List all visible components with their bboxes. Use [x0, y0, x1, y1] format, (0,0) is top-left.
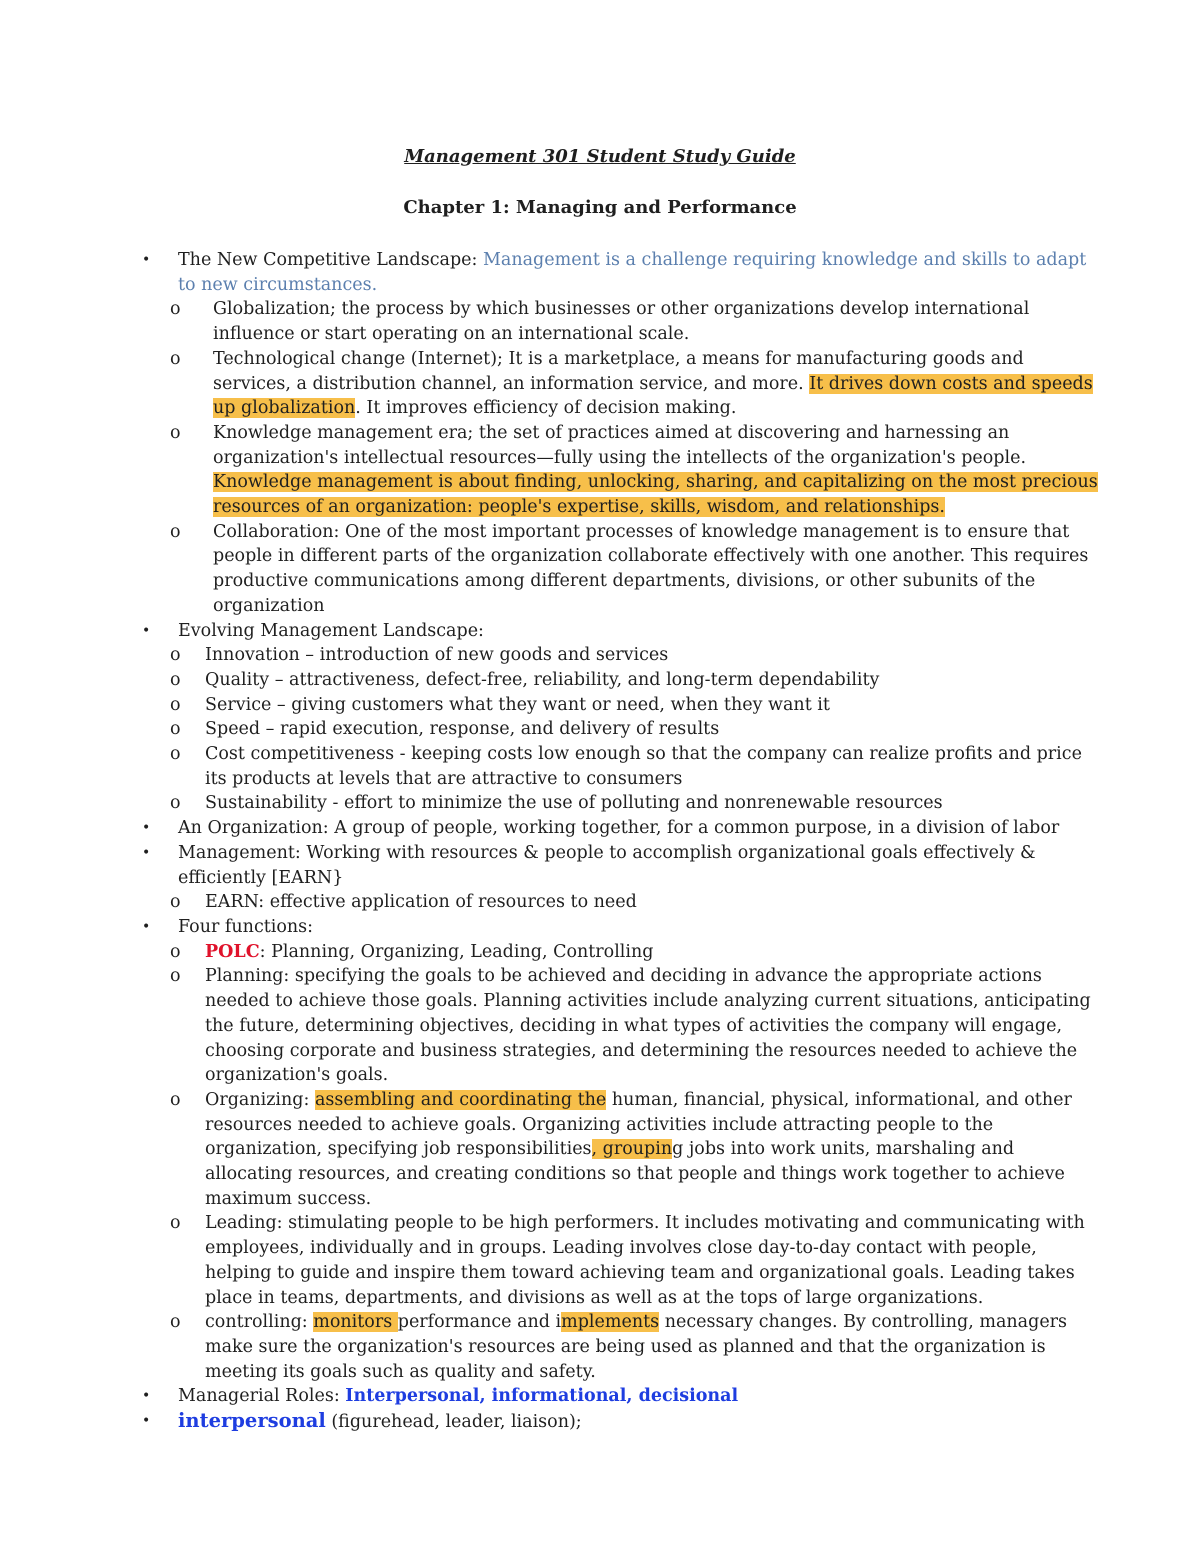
item-label: Managerial Roles: [178, 1386, 346, 1407]
highlighted-text: It drives down costs and speeds up globalization [213, 373, 1093, 419]
sub-item-text: Globalization; the process by which businesses or other organizations develop international influence or start operating on an international scale. [213, 299, 1030, 345]
bullet-icon: • [142, 844, 151, 861]
item-label: Evolving Management Landscape: [178, 620, 484, 641]
highlighted-text: Knowledge management is about finding, unlocking, sharing, and capitalizing on the most precious resources of an organization: people's expertise, skills, wisdom, and relationships. [213, 472, 1098, 518]
sub-item-text: Collaboration: One of the most important processes of knowledge management is to ensure that people in different parts of the organization collaborate effectively with one another. This requires productive communications among different departments, divisions, or other subunits of the organization [213, 521, 1089, 616]
list-item-management [140, 841, 1100, 890]
highlighted-text: mplements [561, 1312, 660, 1333]
sub-item-text: : Planning, Organizing, Leading, Controlling [259, 941, 654, 962]
sub-item-text: Sustainability - effort to minimize the use of polluting and nonrenewable resources [205, 793, 943, 814]
bullet-icon: • [142, 1413, 151, 1430]
sub-item-text: . It improves efficiency of decision making. [355, 398, 737, 419]
sub-bullet-icon: o [170, 1089, 181, 1110]
sub-bullet-icon: o [170, 941, 181, 962]
document-body [140, 248, 1100, 1435]
sub-item-text: Quality – attractiveness, defect-free, reliability, and long-term dependability [205, 669, 880, 690]
item-text: Management: Working with resources & people to accomplish organizational goals effectively & efficiently [EARN} [178, 842, 1036, 888]
bullet-icon: • [142, 252, 151, 268]
interpersonal-label: interpersonal [178, 1409, 326, 1433]
bullet-icon: • [142, 918, 151, 935]
sub-bullet-icon: o [170, 422, 181, 443]
sub-item-text: Innovation – introduction of new goods and services [205, 645, 669, 666]
sub-bullet-icon: o [170, 1213, 181, 1234]
sub-item-text: Speed – rapid execution, response, and delivery of results [205, 719, 720, 740]
sub-item-service [140, 693, 1100, 718]
sub-item-innovation [140, 643, 1100, 668]
sub-item-text: Cost competitiveness - keeping costs low enough so that the company can realize profits and price its products at levels that are attractive to consumers [205, 744, 1082, 789]
sub-bullet-icon: o [170, 348, 181, 369]
list-item-managerial-roles [140, 1384, 1100, 1409]
sub-item-controlling [140, 1310, 1100, 1384]
sub-bullet-icon: o [170, 669, 181, 690]
sub-item-collaboration [140, 520, 1100, 619]
sub-item-text: Service – giving customers what they want or need, when they want it [205, 694, 830, 715]
item-label: The New Competitive Landscape: [178, 250, 483, 270]
item-text: (figurehead, leader, liaison); [325, 1412, 582, 1433]
list-item-competitive-landscape [140, 248, 1100, 297]
sub-item-text: performance and i [397, 1312, 562, 1333]
document-title: Management 301 Student Study Guide [404, 146, 796, 167]
sub-item-globalization [140, 297, 1100, 346]
list-item-evolving-landscape [140, 619, 1100, 644]
sub-item-text: g jobs into work units, marshaling and allocating resources, and creating conditions so that people and things work together to achieve maximum success. [205, 1139, 1065, 1209]
sub-item-text: controlling: [205, 1312, 314, 1333]
item-note: Management is a challenge requiring knowledge and skills to adapt to new circumstances. [178, 250, 1087, 295]
item-text: An Organization: A group of people, working together, for a common purpose, in a division of labor [178, 818, 1060, 839]
sub-bullet-icon: o [170, 694, 181, 715]
sub-item-leading [140, 1211, 1100, 1310]
bullet-icon: • [142, 622, 151, 639]
polc-acronym: POLC [205, 941, 260, 962]
sub-item-organizing [140, 1088, 1100, 1212]
sub-item-speed [140, 717, 1100, 742]
roles-list: Interpersonal, informational, decisional [345, 1386, 739, 1407]
sub-item-text: Organizing: [205, 1089, 315, 1110]
bullet-icon: • [142, 1388, 151, 1405]
list-item-organization [140, 816, 1100, 841]
list-item-interpersonal [140, 1409, 1100, 1435]
item-label: Four functions: [178, 916, 314, 937]
sub-item-cost-competitiveness [140, 742, 1100, 791]
sub-item-earn [140, 890, 1100, 915]
sub-bullet-icon: o [170, 966, 181, 987]
list-item-four-functions [140, 915, 1100, 940]
sub-bullet-icon: o [170, 299, 181, 320]
sub-item-text: Leading: stimulating people to be high performers. It includes motivating and communicating with employees, individually and in groups. Leading involves close day-to-day contact with people, helping to guide and inspire them toward achieving team and organizational goals. Leading takes place in teams, departments, and divisions as well as at the tops of large organizations. [205, 1213, 1085, 1308]
sub-item-quality [140, 668, 1100, 693]
sub-item-sustainability [140, 791, 1100, 816]
sub-bullet-icon: o [170, 744, 181, 765]
sub-item-text: Knowledge management era; the set of practices aimed at discovering and harnessing an organization's intellectual resources—fully using the intellects of the organization's people. [213, 422, 1027, 468]
sub-bullet-icon: o [170, 719, 181, 740]
sub-item-polc [140, 940, 1100, 965]
sub-bullet-icon: o [170, 521, 181, 542]
highlighted-text: , groupin [591, 1139, 673, 1160]
sub-item-knowledge-management [140, 421, 1100, 520]
sub-item-technological-change [140, 347, 1100, 421]
highlighted-text: monitors [313, 1312, 398, 1333]
sub-item-planning [140, 964, 1100, 1088]
highlighted-text: assembling and coordinating the [314, 1089, 607, 1110]
sub-bullet-icon: o [170, 892, 181, 913]
sub-item-text: human, financial, physical, informational, and other resources needed to achieve goals. Organizing activities include attracting people to the organization, specifying job responsibilities [205, 1089, 1072, 1160]
sub-bullet-icon: o [170, 645, 181, 666]
chapter-heading: Chapter 1: Managing and Performance [403, 197, 797, 218]
bullet-icon: • [142, 820, 151, 837]
sub-item-text: Planning: specifying the goals to be achieved and deciding in advance the appropriate actions needed to achieve those goals. Planning activities include analyzing current situations, anticipating the future, determining objectives, deciding in what types of activities the company will engage, choosing corporate and business strategies, and determining the resources needed to achieve the organization's goals. [205, 966, 1091, 1086]
sub-item-text: Technological change (Internet); It is a marketplace, a means for manufacturing goods and services, a distribution channel, an information service, and more. [213, 348, 1024, 394]
sub-item-text: necessary changes. By controlling, managers make sure the organization's resources are being used as planned and that the organization is meeting its goals such as quality and safety. [205, 1312, 1068, 1382]
sub-bullet-icon: o [170, 1312, 181, 1333]
sub-bullet-icon: o [170, 793, 181, 814]
sub-item-text: EARN: effective application of resources to need [205, 892, 637, 913]
